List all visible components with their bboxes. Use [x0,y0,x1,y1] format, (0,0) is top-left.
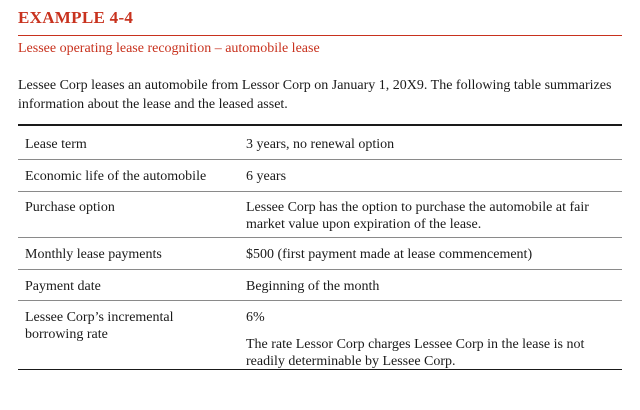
row-value: Beginning of the month [246,279,380,294]
table-row [18,238,622,270]
table-row [18,270,622,301]
title-divider [18,35,622,36]
table-row [18,192,622,238]
example-title: EXAMPLE 4-4 [18,8,134,27]
row-label: Lessee Corp’s incremental borrowing rate [25,310,174,342]
row-value-cell [232,309,622,369]
table-row [18,301,622,370]
row-label: Monthly lease payments [25,247,162,262]
row-value: 6% [246,310,265,325]
intro-paragraph: Lessee Corp leases an automobile from Lessor Corp on January 1, 20X9. The following table summarizes information about the lease and the leased asset. [18,78,612,112]
lease-info-table [18,124,622,370]
row-label: Lease term [25,137,87,152]
row-value: 3 years, no renewal option [246,137,395,152]
row-label: Purchase option [25,200,115,215]
row-value-note: The rate Lessor Corp charges Lessee Corp in the lease is not readily determinable by Lessee Corp. [246,337,585,369]
row-value: Lessee Corp has the option to purchase the automobile at fair market value upon expiration of the lease. [246,200,589,232]
table-row [18,126,622,160]
table-row [18,160,622,192]
row-value: $500 (first payment made at lease commencement) [246,247,533,262]
row-label: Economic life of the automobile [25,169,207,184]
example-subtitle: Lessee operating lease recognition – automobile lease [18,41,320,56]
row-value: 6 years [246,169,287,184]
row-label: Payment date [25,279,101,294]
